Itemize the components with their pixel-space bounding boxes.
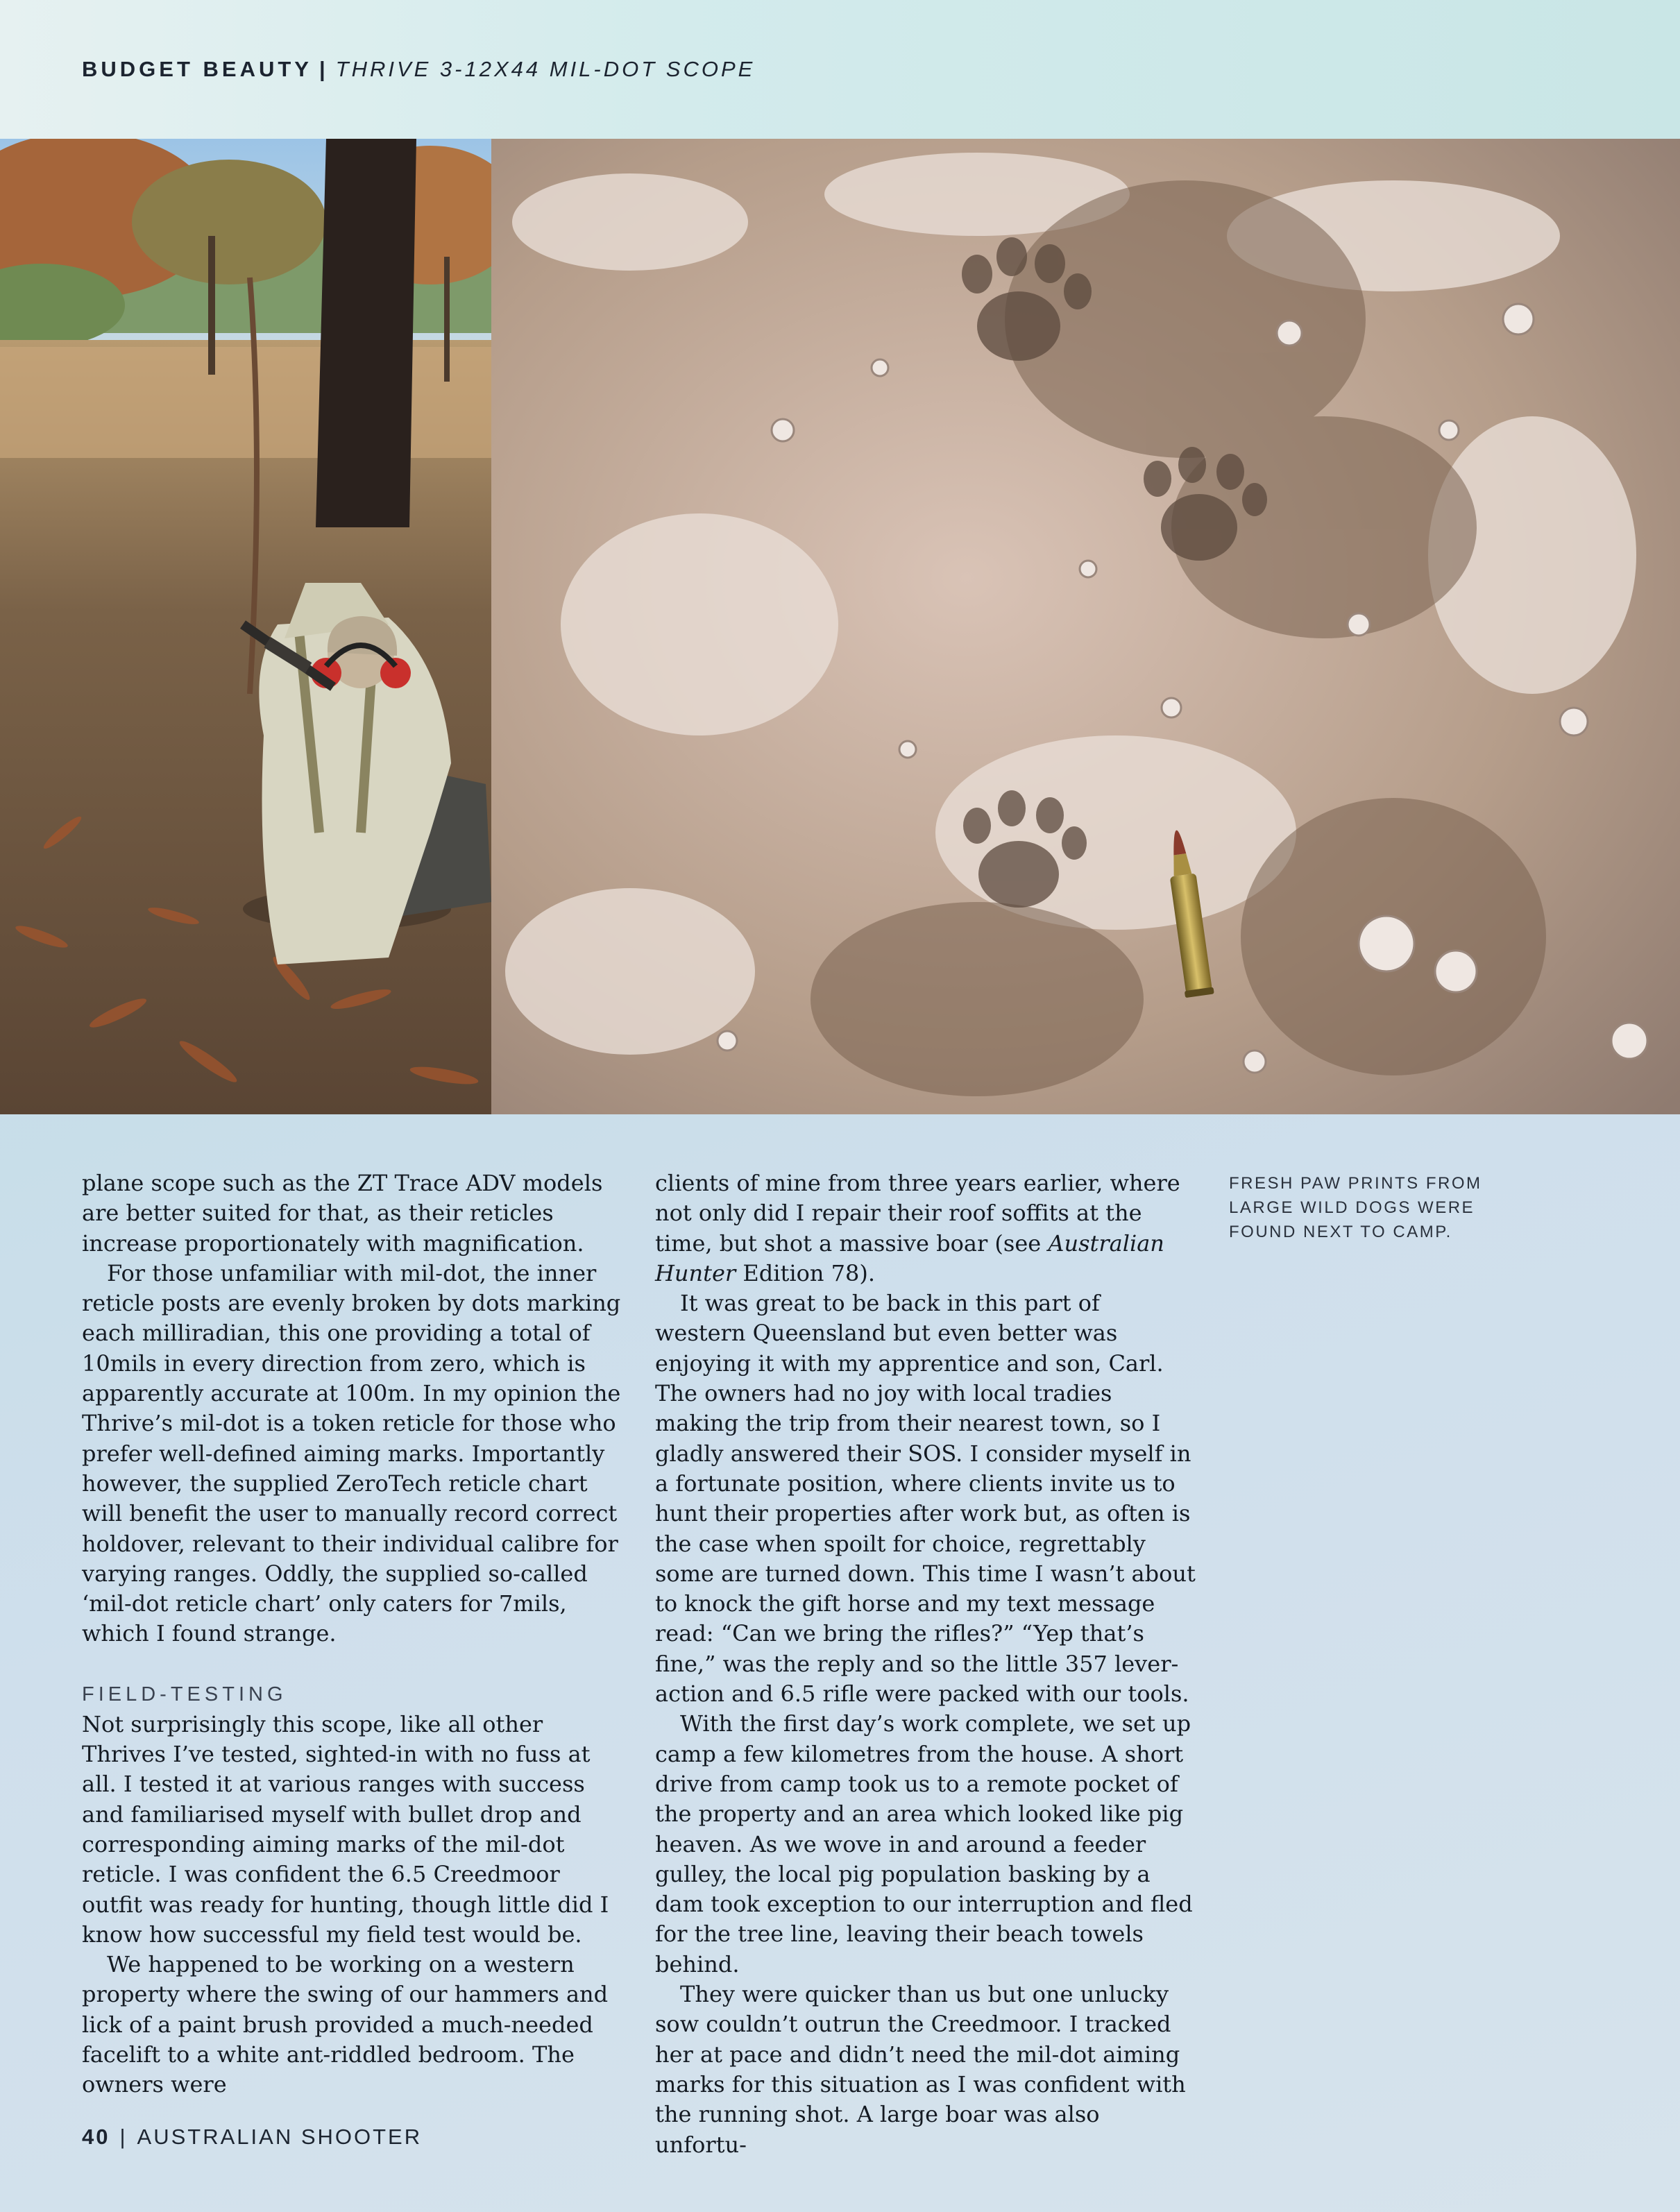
body-column-1	[82, 1168, 623, 2100]
running-head	[82, 57, 755, 82]
paragraph	[655, 1168, 1196, 1288]
header-separator: |	[319, 57, 329, 81]
magazine-title: Australian Hunter	[655, 1230, 1164, 1286]
paragraph: With the first day’s work complete, we set up camp a few kilometres from the house. A short drive from camp took us to a remote pocket of the property and an area which looked like pig heaven. As we wove in and around a feeder gulley, the local pig population basking by a dam took exception to our interruption and fled for the tree line, leaving their beach towels behind.	[655, 1710, 1193, 1977]
page-footer	[82, 2125, 422, 2150]
subheading-field-testing: FIELD-TESTING	[82, 1683, 287, 1705]
paragraph: plane scope such as the ZT Trace ADV models are better suited for that, as their reticles increase proportionately with magnification.	[82, 1170, 603, 1257]
paragraph: They were quicker than us but one unlucky sow couldn’t outrun the Creedmoor. I tracked her at pace and didn’t need the mil-dot aiming marks for this situation as I was confident with the running shot. A large boar was also unfortu-	[655, 1981, 1186, 2158]
photo-caption: FRESH PAW PRINTS FROM LARGE WILD DOGS WERE FOUND NEXT TO CAMP.	[1229, 1174, 1482, 1241]
article-topic: THRIVE 3-12X44 MIL-DOT SCOPE	[335, 57, 756, 81]
paw-prints-photo	[491, 139, 1680, 1114]
hunter-photo	[0, 139, 491, 1114]
paragraph: Not surprisingly this scope, like all other Thrives I’ve tested, sighted-in with no fuss at all. I tested it at various ranges with success and familiarised myself with bullet drop and corresponding aiming marks of the mil-dot reticle. I was confident the 6.5 Creedmoor outfit was ready for hunting, though little did I know how successful my field test would be.	[82, 1710, 609, 1948]
paragraph: We happened to be working on a western property where the swing of our hammers and lick of a paint brush provided a much-needed facelift to a white ant-riddled bedroom. The owners were	[82, 1951, 609, 2098]
publication-name: AUSTRALIAN SHOOTER	[137, 2125, 423, 2149]
footer-separator: |	[119, 2125, 128, 2149]
paragraph: For those unfamiliar with mil-dot, the inner reticle posts are evenly broken by dots marking each milliradian, this one providing a total of 10mils in every direction from zero, which is apparently accurate at 100m. In my opinion the Thrive’s mil-dot is a token reticle for those who prefer well-defined aiming marks. Importantly however, the supplied ZeroTech reticle chart will benefit the user to manually record correct holdover, relevant to their individual calibre for varying ranges. Oddly, the supplied so-called ‘mil-dot reticle chart’ only caters for 7mils, which I found strange.	[82, 1259, 621, 1647]
body-column-2	[655, 1168, 1196, 2160]
text-span: clients of mine from three years earlier, where not only did I repair their roof soffits at the time, but shot a massive boar (see	[655, 1170, 1180, 1257]
page-number: 40	[82, 2125, 110, 2149]
section-title: BUDGET BEAUTY	[82, 57, 312, 81]
text-span: Edition 78).	[736, 1259, 875, 1286]
paragraph: It was great to be back in this part of western Queensland but even better was enjoying it with my apprentice and son, Carl. The owners had no joy with local tradies making the trip from their nearest town, so I gladly answered their SOS. I consider myself in a fortunate position, where clients invite us to hunt their properties after work but, as often is the case when spoilt for choice, regrettably some are turned down. This time I wasn’t about to knock the gift horse and my text message read: “Can we bring the rifles?” “Yep that’s fine,” was the reply and so the little 357 lever-action and 6.5 rifle were packed with our tools.	[655, 1290, 1196, 1708]
